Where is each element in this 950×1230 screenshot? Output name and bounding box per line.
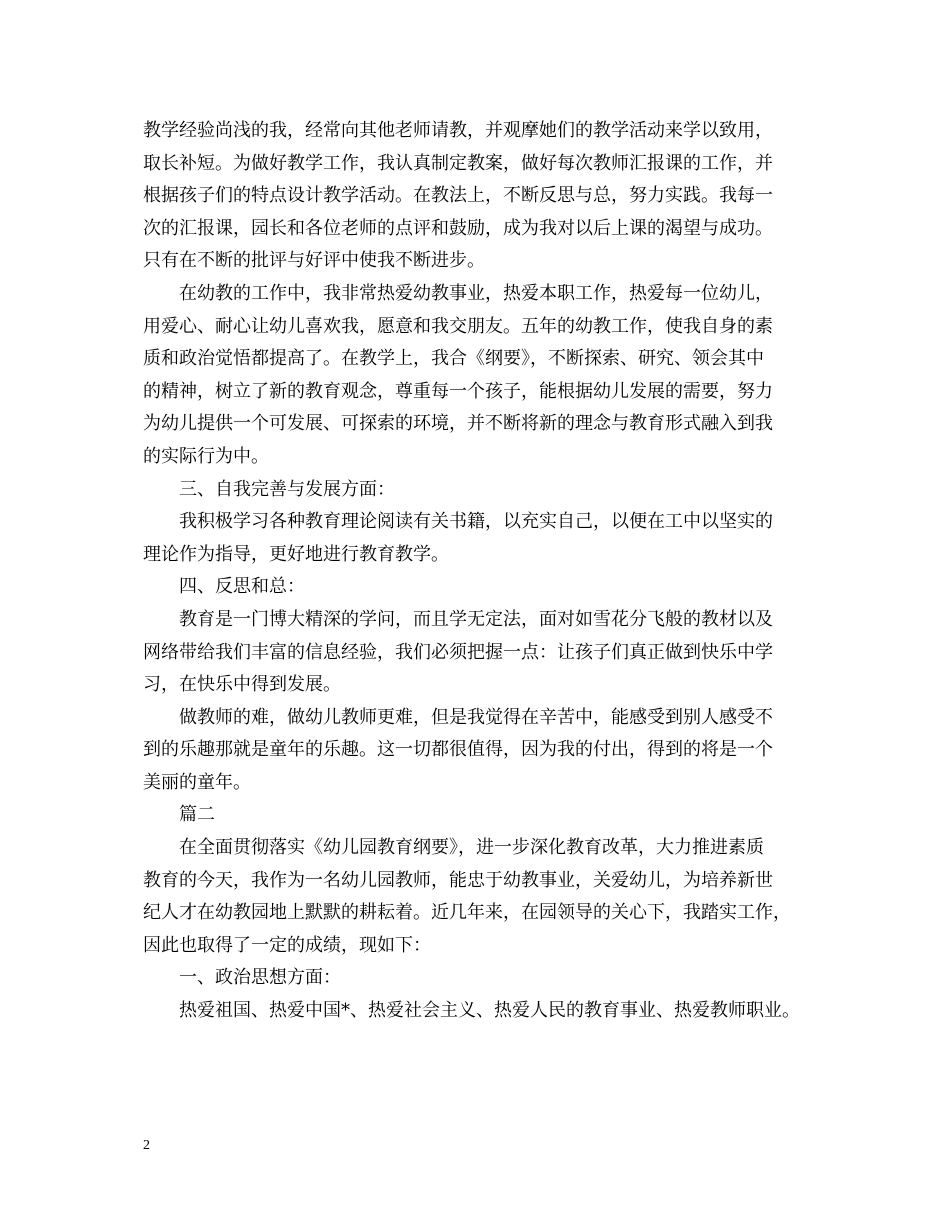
- line: 用爱心、耐心让幼儿喜欢我，愿意和我交朋友。五年的幼教工作，使我自身的素: [143, 315, 773, 337]
- line: 网络带给我们丰富的信息经验，我们必须把握一点：让孩子们真正做到快乐中学: [143, 641, 773, 663]
- line: 我积极学习各种教育理论阅读有关书籍，以充实自己，以便在工中以坚实的: [179, 511, 773, 533]
- line: 因此也取得了一定的成绩，现如下：: [143, 934, 431, 956]
- paragraph-6: [143, 604, 813, 702]
- line: 到的乐趣那就是童年的乐趣。这一切都很值得，因为我的付出，得到的将是一个: [143, 739, 773, 761]
- paragraph-1: [143, 115, 813, 278]
- line: 习，在快乐中得到发展。: [143, 674, 341, 696]
- section-heading-10: [143, 962, 813, 995]
- line: 的实际行为中。: [143, 445, 269, 467]
- line: 理论作为指导，更好地进行教育教学。: [143, 543, 449, 565]
- line: 的精神，树立了新的教育观念，尊重每一个孩子，能根据幼儿发展的需要，努力: [143, 380, 773, 402]
- line: 次的汇报课，园长和各位老师的点评和鼓励，成为我对以后上课的渴望与成功。: [143, 217, 773, 239]
- paragraph-7: [143, 702, 813, 800]
- paragraph-9: [143, 832, 813, 962]
- section-heading-part-two: [143, 799, 813, 832]
- section-heading-3: [143, 474, 813, 507]
- line: 取长补短。为做好教学工作，我认真制定教案，做好每次教师汇报课的工作，并: [143, 152, 773, 174]
- line: 教学经验尚浅的我，经常向其他老师请教，并观摩她们的教学活动来学以致用，: [143, 120, 773, 141]
- line: 三、自我完善与发展方面：: [179, 478, 395, 500]
- page-number: 2: [143, 1138, 150, 1153]
- line: 美丽的童年。: [143, 771, 251, 793]
- line: 做教师的难，做幼儿教师更难，但是我觉得在辛苦中，能感受到别人感受不: [179, 706, 773, 728]
- line: 质和政治觉悟都提高了。在教学上，我合《纲要》，不断探索、研究、领会其中: [143, 348, 764, 370]
- paragraph-11: [143, 995, 813, 1028]
- document-body: [143, 115, 813, 1028]
- line: 根据孩子们的特点设计教学活动。在教法上，不断反思与总，努力实践。我每一: [143, 185, 773, 207]
- line: 教育是一门博大精深的学问，而且学无定法，面对如雪花分飞般的教材以及: [179, 608, 773, 630]
- line: 在幼教的工作中，我非常热爱幼教事业，热爱本职工作，热爱每一位幼儿，: [179, 282, 773, 304]
- line: 只有在不断的批评与好评中使我不断进步。: [143, 250, 485, 272]
- line: 在全面贯彻落实《幼儿园教育纲要》，进一步深化教育改革，大力推进素质: [179, 837, 764, 859]
- line: 为幼儿提供一个可发展、可探索的环境，并不断将新的理念与教育形式融入到我: [143, 413, 773, 435]
- paragraph-4: [143, 506, 813, 571]
- line: 教育的今天，我作为一名幼儿园教师，能忠于幼教事业，关爱幼儿，为培养新世: [143, 869, 773, 891]
- section-heading-5: [143, 571, 813, 604]
- line: 热爱祖国、热爱中国*、热爱社会主义、热爱人民的教育事业、热爱教师职业。: [179, 1000, 800, 1022]
- line: 四、反思和总：: [179, 576, 305, 598]
- paragraph-2: [143, 278, 813, 474]
- line: 纪人才在幼教园地上默默的耕耘着。近几年来，在园领导的关心下，我踏实工作，: [143, 902, 791, 924]
- line: 篇二: [179, 804, 215, 826]
- line: 一、政治思想方面：: [179, 967, 341, 989]
